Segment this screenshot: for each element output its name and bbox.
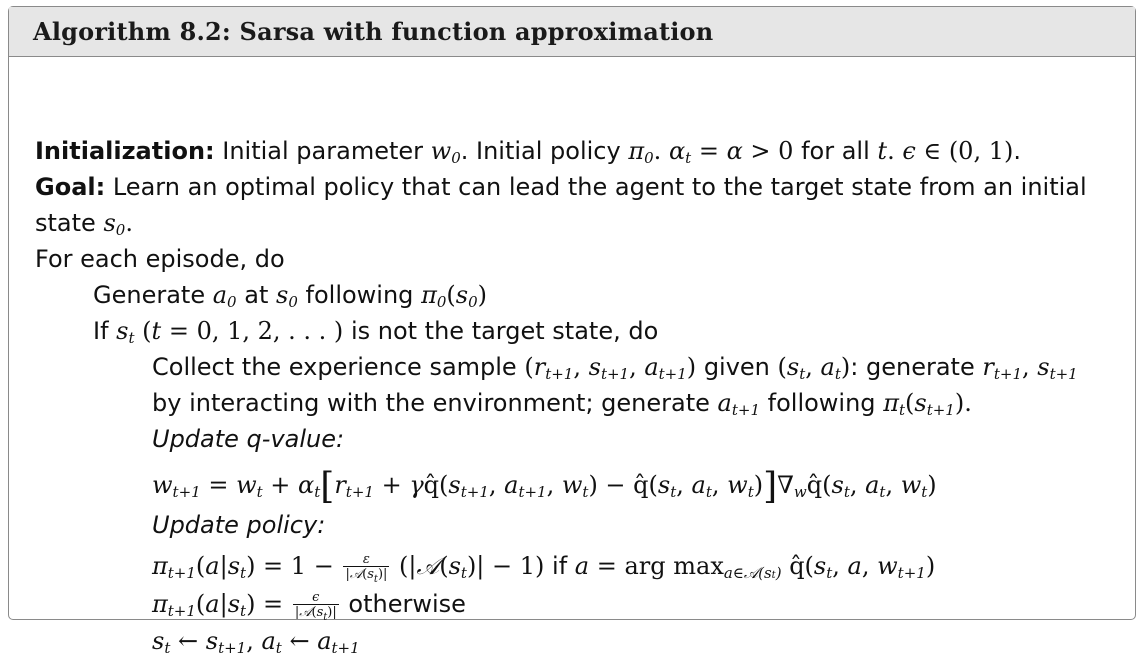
math-eps-range: ϵ ∈ (0, 1)	[902, 137, 1014, 165]
math-a-next: $a_{t+1}$	[717, 389, 760, 419]
algorithm-title-text: Algorithm 8.2: Sarsa with function approximation	[33, 17, 714, 46]
math-pi-t: $\pi_t(s_{t+1})$	[883, 389, 965, 419]
collect-text: Collect the experience sample	[152, 353, 517, 381]
goal-line-2: state $s_0$.	[35, 209, 133, 239]
given-text: given	[703, 353, 770, 381]
goal-text-1: Learn an optimal policy that can lead the agent to the target state from an initial	[112, 173, 1087, 201]
eps-fraction-2: $\frac{\epsilon}{|𝒜(s_t)|}$	[294, 590, 337, 623]
generate-line	[93, 279, 487, 311]
math-a0: $a_0$	[212, 281, 237, 311]
init-text-2: . Initial policy	[460, 137, 621, 165]
w-update-equation: $w_{t+1} = w_t + \alpha_t[r_{t+1}$ + $\gamma q̂(s_{t+1}$, $a_{t+1}$, $w_t$) − $q̂(s_t$, $a_t$, $w_t)]\nabla_wq̂(s_t$, $a_t$, $w_t$)	[152, 466, 937, 507]
algorithm-box	[8, 6, 1136, 657]
init-line: Initialization: Initial parameter $w_0$. Initial policy $\pi_0$. $\alpha_t = \alpha > 0$ for all t. ϵ ∈ (0, 1).	[35, 137, 1021, 167]
state-update-line: $s_t$ ← $s_{t+1}$, $a_t$ ← $a_{t+1}$	[152, 627, 360, 657]
episode-text: For each episode, do	[35, 245, 285, 273]
generate-text: Generate	[93, 281, 206, 309]
init-label: Initialization:	[35, 137, 215, 165]
math-st-at: ($s_t$, $a_t$)	[777, 353, 851, 383]
update-policy-label: Update policy:	[152, 511, 326, 539]
math-sample: ($r_{t+1}$, $s_{t+1}$, $a_{t+1}$)	[524, 353, 697, 383]
math-t: t	[877, 137, 888, 165]
not-target-text: is not the target state, do	[350, 317, 659, 345]
math-pi0-s0: $\pi_0(s_0)$	[421, 281, 488, 311]
init-text-4: .	[1013, 137, 1021, 165]
episode-line	[35, 243, 285, 275]
math-st-range: $s_t$ (t = 0, 1, 2, . . . )	[116, 317, 344, 347]
goal-line	[35, 171, 1087, 203]
if-text-policy: if	[552, 552, 568, 580]
policy-other-equation: $\pi_{t+1}(a|s_t)$ = $\frac{\epsilon}{|𝒜(s_t)|}$ otherwise	[152, 590, 466, 623]
init-text-3: for all	[801, 137, 870, 165]
goal-text-2: state	[35, 209, 96, 237]
math-w0: $w_0$	[430, 137, 461, 167]
eps-fraction-1: $\frac{\varepsilon}{|𝒜(s_t)|}$	[345, 552, 388, 585]
math-pi0: $\pi_0$	[628, 137, 654, 167]
interact-text: by interacting with the environment; generate	[152, 389, 710, 417]
following2-text: following	[767, 389, 876, 417]
init-text-1: Initial parameter	[222, 137, 424, 165]
collect-line	[152, 351, 1078, 383]
update-q-label: Update q-value:	[152, 425, 345, 453]
interact-line: by interacting with the environment; generate $a_{t+1}$ following $\pi_t(s_{t+1})$.	[152, 389, 972, 419]
at-text: at	[244, 281, 269, 309]
math-r-s: $r_{t+1}$, $s_{t+1}$	[982, 353, 1078, 383]
otherwise-text: otherwise	[348, 590, 466, 618]
math-s0: $s_0$	[103, 209, 126, 239]
goal-label: Goal:	[35, 173, 106, 201]
if-line	[93, 315, 658, 347]
if-text: If	[93, 317, 109, 345]
math-alpha: $\alpha_t = \alpha > 0$	[668, 137, 794, 167]
generate2-text: : generate	[850, 353, 975, 381]
math-s0-b: $s_0$	[276, 281, 298, 311]
algorithm-title	[9, 7, 1135, 57]
policy-greedy-equation: $\pi_{t+1}(a|s_t) = 1$ − $\frac{\varepsilon}{|𝒜(s_t)|}$ $(|𝒜(s_t)| - 1)$ if a = arg $\max_{a\in 𝒜(st)}$ $q̂(s_t$, a, $w_{t+1}$)	[152, 552, 936, 585]
following-text: following	[305, 281, 414, 309]
